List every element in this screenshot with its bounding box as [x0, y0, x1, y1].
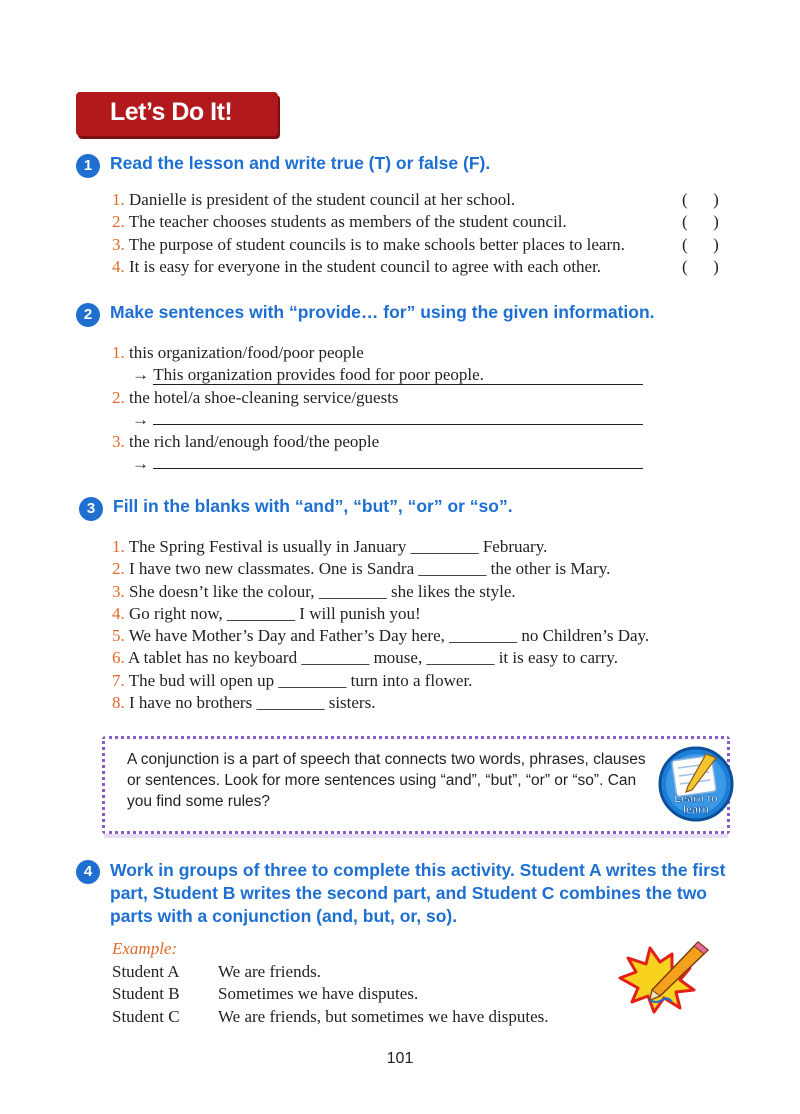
section-number-badge: 3	[79, 497, 103, 521]
answer-line	[112, 364, 643, 386]
answer-paren[interactable]: ( )	[682, 256, 719, 276]
list-item: 4. It is easy for everyone in the student council to agree with each other. ( )	[112, 256, 625, 278]
list-item: 6. A tablet has no keyboard ________ mouse, ________ it is easy to carry.	[112, 648, 618, 668]
banner-title: Let’s Do It!	[110, 98, 233, 126]
example-row: Student B Sometimes we have disputes.	[112, 984, 419, 1003]
list-item: 2. The teacher chooses students as members of the student council. ( )	[112, 211, 625, 233]
answer-paren[interactable]: ( )	[682, 190, 719, 209]
section-3-title: Fill in the blanks with “and”, “but”, “or” or “so”.	[113, 496, 513, 516]
list-item: 3. the rich land/enough food/the people	[112, 432, 380, 452]
list-item: 4. Go right now, ________ I will punish you!	[112, 603, 421, 623]
answer-paren[interactable]: ( )	[682, 212, 719, 232]
list-item: 1. The Spring Festival is usually in January ________ February.	[112, 537, 548, 556]
list-item: 7. The bud will open up ________ turn into a flower.	[112, 670, 473, 690]
arrow-icon: →	[132, 365, 154, 385]
list-item: 1. Danielle is president of the student council at her school. ( )	[112, 189, 625, 211]
section-4-title: Work in groups of three to complete this activity. Student A writes the first part, Student B writes the second part, and Student C combines the two parts with a conjunction (and, but, or, so).	[110, 860, 726, 926]
list-item: 3. She doesn’t like the colour, ________ she likes the style.	[112, 581, 516, 601]
pencil-burst-icon	[610, 938, 722, 1018]
answer-line	[112, 409, 643, 431]
learn-box-text: A conjunction is a part of speech that connects two words, phrases, clauses or sentences. Look for more sentences using “and”, “but”, “or” or “so”. Can you find some rules?	[127, 751, 646, 810]
lets-do-it-banner	[76, 92, 278, 136]
section-number-badge: 1	[76, 154, 100, 178]
example-block	[112, 938, 549, 1028]
list-item: 2. the hotel/a shoe-cleaning service/guests	[112, 387, 399, 407]
section-number-badge: 4	[76, 860, 100, 884]
answer-field[interactable]: This organization provides food for poor people.	[153, 366, 643, 385]
example-row: Student A We are friends.	[112, 961, 321, 981]
section-1-title: Read the lesson and write true (T) or false (F).	[110, 153, 491, 173]
example-label: Example:	[112, 939, 178, 958]
section-number-badge: 2	[76, 303, 100, 327]
answer-line	[112, 453, 643, 475]
answer-paren[interactable]: ( )	[682, 234, 719, 254]
section-1-items	[112, 189, 719, 278]
learn-to-learn-box	[102, 736, 730, 834]
section-1	[76, 153, 719, 276]
list-item: 1. this organization/food/poor people	[112, 343, 364, 362]
example-row: Student C We are friends, but sometimes we have disputes.	[112, 1006, 549, 1026]
learn-icon-label-2: learn	[682, 804, 710, 816]
section-2-items	[112, 342, 643, 476]
answer-field[interactable]	[153, 424, 643, 425]
list-item: 8. I have no brothers ________ sisters.	[112, 693, 376, 713]
list-item: 3. The purpose of student councils is to make schools better places to learn. ( )	[112, 234, 625, 256]
arrow-icon: →	[132, 454, 154, 474]
section-2-title: Make sentences with “provide… for” using the given information.	[110, 302, 655, 322]
list-item: 2. I have two new classmates. One is Sandra ________ the other is Mary.	[112, 559, 611, 579]
section-2-header	[76, 302, 655, 328]
section-3	[79, 496, 650, 713]
section-1-header	[76, 153, 589, 179]
section-3-header	[79, 496, 616, 522]
list-item: 5. We have Mother’s Day and Father’s Day here, ________ no Children’s Day.	[112, 626, 650, 646]
section-2	[76, 302, 655, 474]
notepad-pen-icon	[656, 744, 736, 824]
page-number: 101	[386, 1050, 414, 1067]
learn-icon-label-1: Learn to	[674, 793, 718, 805]
arrow-icon: →	[132, 409, 154, 429]
section-3-items	[112, 536, 649, 714]
answer-field[interactable]	[153, 468, 643, 469]
